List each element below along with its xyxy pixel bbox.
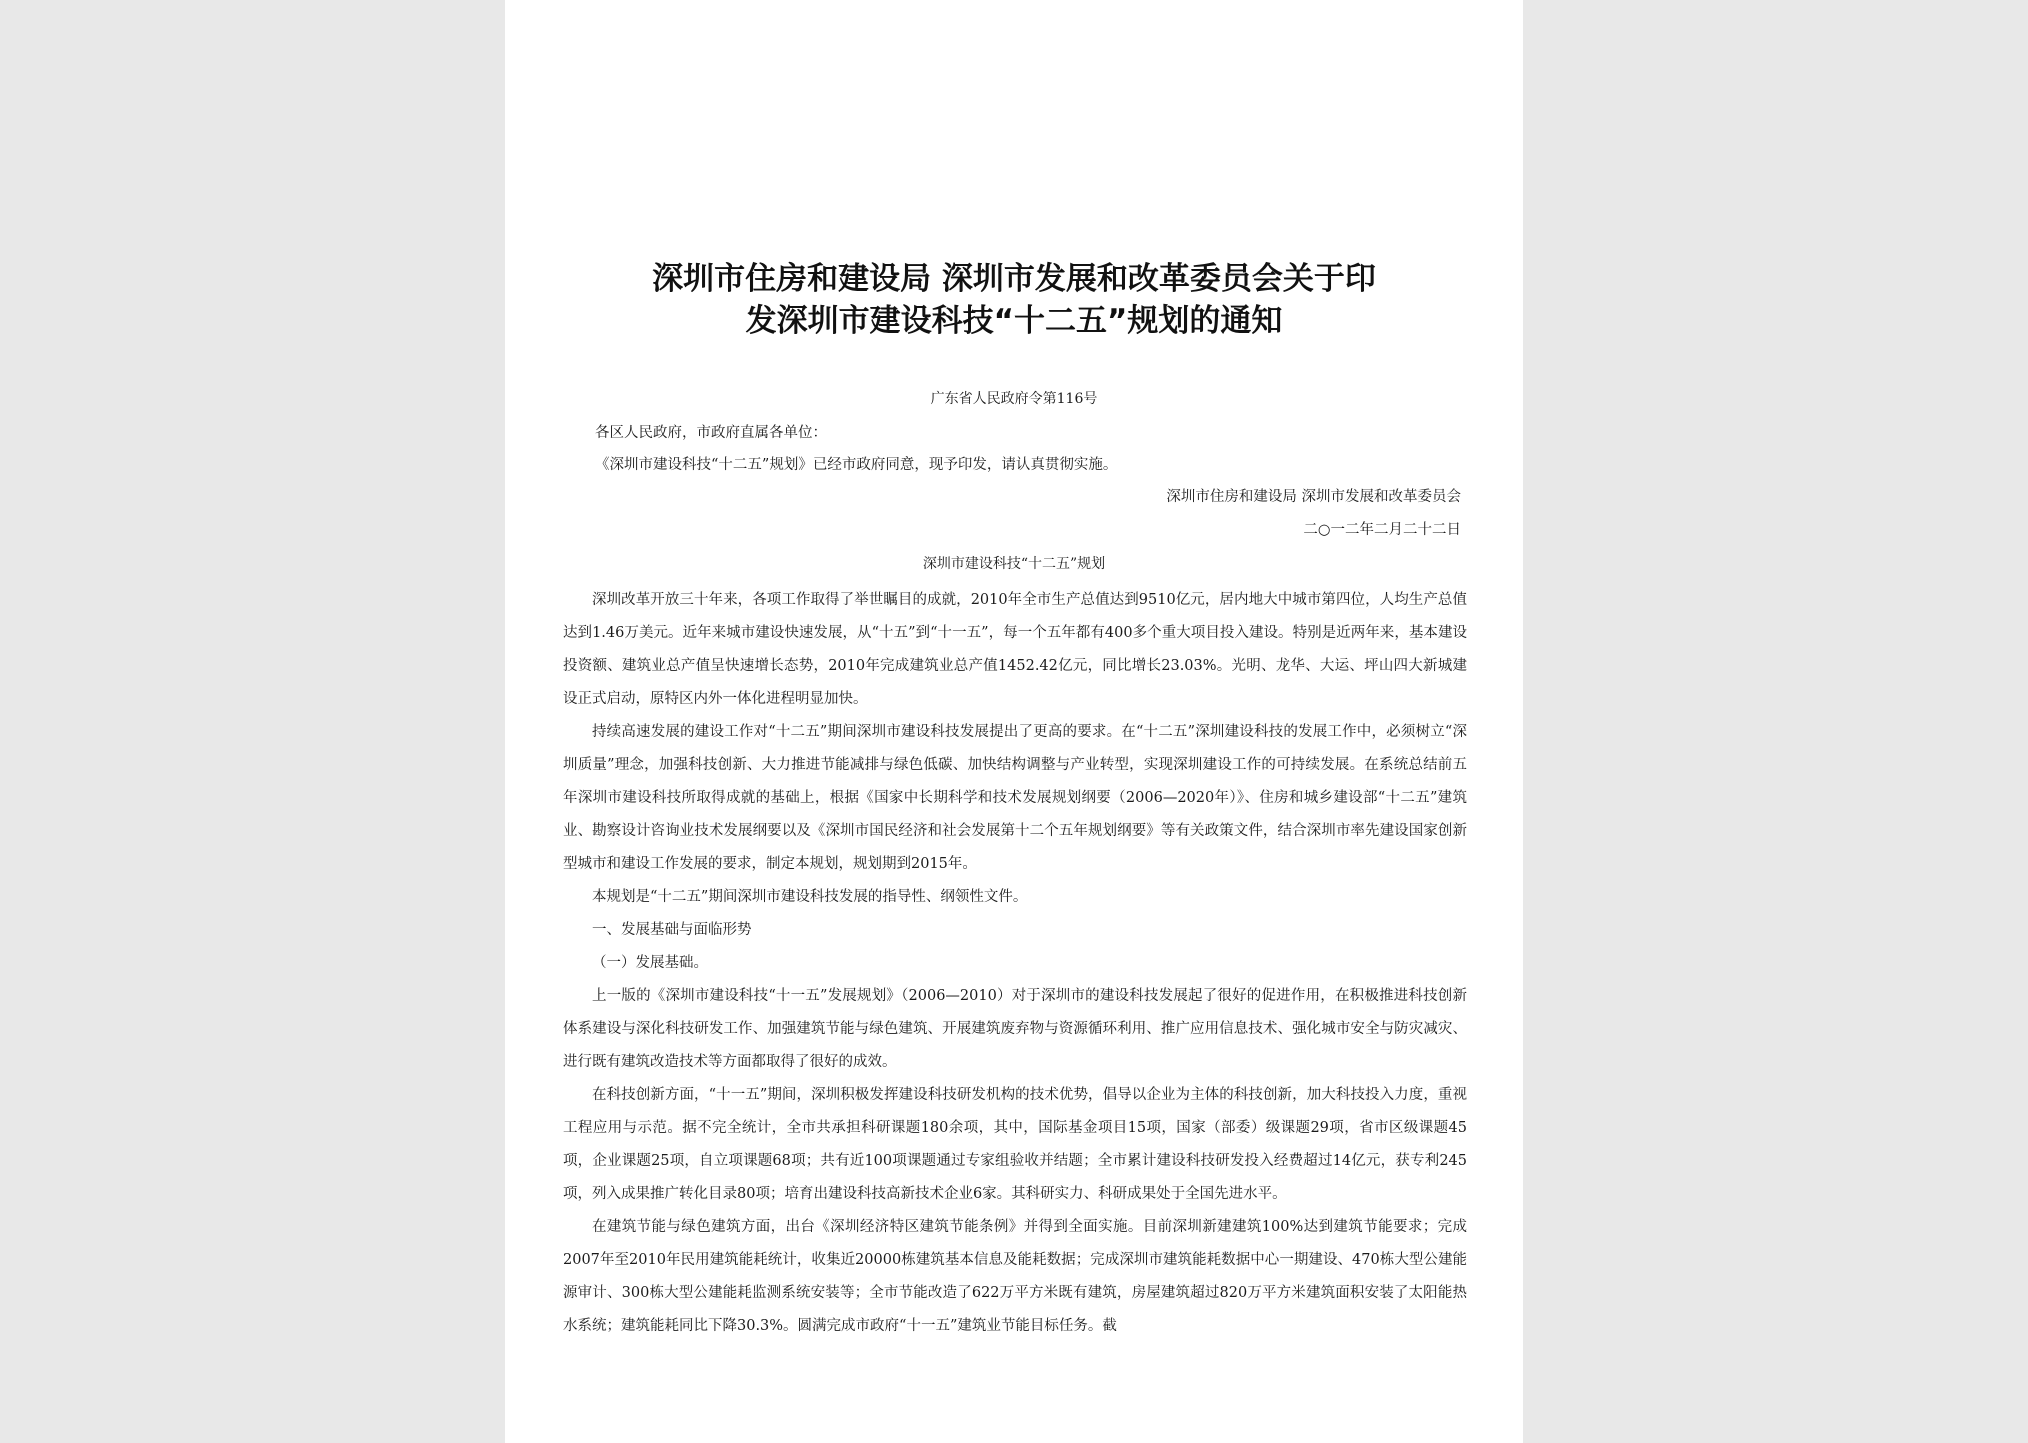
subsection-heading: （一）发展基础。 <box>592 955 708 971</box>
paragraph: 深圳改革开放三十年来，各项工作取得了举世瞩目的成就，2010年全市生产总值达到9510亿元，居内地大中城市第四位，人均生产总值达到1.46万美元。近年来城市建设快速发展，从“十五”到“十一五”，每一个五年都有400多个重大项目投入建设。特别是近两年来，基本建设投资额、建筑业总产值呈快速增长态势，2010年完成建筑业总产值1452.42亿元，同比增长23.03%。光明、龙华、大运、坪山四大新城建设正式启动，原特区内外一体化进程明显加快。 <box>563 592 1467 707</box>
section-heading: 一、发展基础与面临形势 <box>592 922 752 938</box>
paragraph: 在建筑节能与绿色建筑方面，出台《深圳经济特区建筑节能条例》并得到全面实施。目前深圳新建建筑100%达到建筑节能要求；完成2007年至2010年民用建筑能耗统计，收集近20000栋建筑基本信息及能耗数据；完成深圳市建筑能耗数据中心一期建设、470栋大型公建能源审计、300栋大型公建能耗监测系统安装等；全市节能改造了622万平方米既有建筑，房屋建筑超过820万平方米建筑面积安装了太阳能热水系统；建筑能耗同比下降30.3%。圆满完成市政府“十一五”建筑业节能目标任务。截 <box>563 1219 1467 1334</box>
paragraph: 本规划是“十二五”期间深圳市建设科技发展的指导性、纲领性文件。 <box>592 889 1028 905</box>
title-line-1: 深圳市住房和建设局 深圳市发展和改革委员会关于印 <box>652 261 1376 297</box>
document-page <box>505 0 1523 1443</box>
notice-text: 《深圳市建设科技“十二五”规划》已经市政府同意，现予印发，请认真贯彻实施。 <box>595 457 1118 473</box>
document-number: 广东省人民政府令第116号 <box>930 391 1098 407</box>
title-line-2: 发深圳市建设科技“十二五”规划的通知 <box>745 303 1283 339</box>
salutation: 各区人民政府，市政府直属各单位： <box>595 425 827 441</box>
paragraph: 在科技创新方面，“十一五”期间，深圳积极发挥建设科技研发机构的技术优势，倡导以企业为主体的科技创新，加大科技投入力度，重视工程应用与示范。据不完全统计，全市共承担科研课题180余项，其中，国际基金项目15项，国家（部委）级课题29项，省市区级课题45项，企业课题25项，自立项课题68项；共有近100项课题通过专家组验收并结题；全市累计建设科技研发投入经费超过14亿元，获专利245项，列入成果推广转化目录80项；培育出建设科技高新技术企业6家。其科研实力、科研成果处于全国先进水平。 <box>563 1087 1467 1202</box>
paragraph: 持续高速发展的建设工作对“十二五”期间深圳市建设科技发展提出了更高的要求。在“十二五”深圳建设科技的发展工作中，必须树立“深圳质量”理念，加强科技创新、大力推进节能减排与绿色低碳、加快结构调整与产业转型，实现深圳建设工作的可持续发展。在系统总结前五年深圳市建设科技所取得成就的基础上，根据《国家中长期科学和技术发展规划纲要（2006—2020年）》、住房和城乡建设部“十二五”建筑业、勘察设计咨询业技术发展纲要以及《深圳市国民经济和社会发展第十二个五年规划纲要》等有关政策文件，结合深圳市率先建设国家创新型城市和建设工作发展的要求，制定本规划，规划期到2015年。 <box>563 724 1467 872</box>
paragraph: 上一版的《深圳市建设科技“十一五”发展规划》（2006—2010）对于深圳市的建设科技发展起了很好的促进作用，在积极推进科技创新体系建设与深化科技研发工作、加强建筑节能与绿色建筑、开展建筑废弃物与资源循环利用、推广应用信息技术、强化城市安全与防灾减灾、进行既有建筑改造技术等方面都取得了很好的成效。 <box>563 988 1467 1070</box>
signature-organization: 深圳市住房和建设局 深圳市发展和改革委员会 <box>1166 489 1461 505</box>
plan-title: 深圳市建设科技“十二五”规划 <box>922 556 1106 572</box>
signature-date: 二○一二年二月二十二日 <box>1303 522 1461 538</box>
document-title <box>565 258 1463 342</box>
document-body <box>563 584 1467 1343</box>
